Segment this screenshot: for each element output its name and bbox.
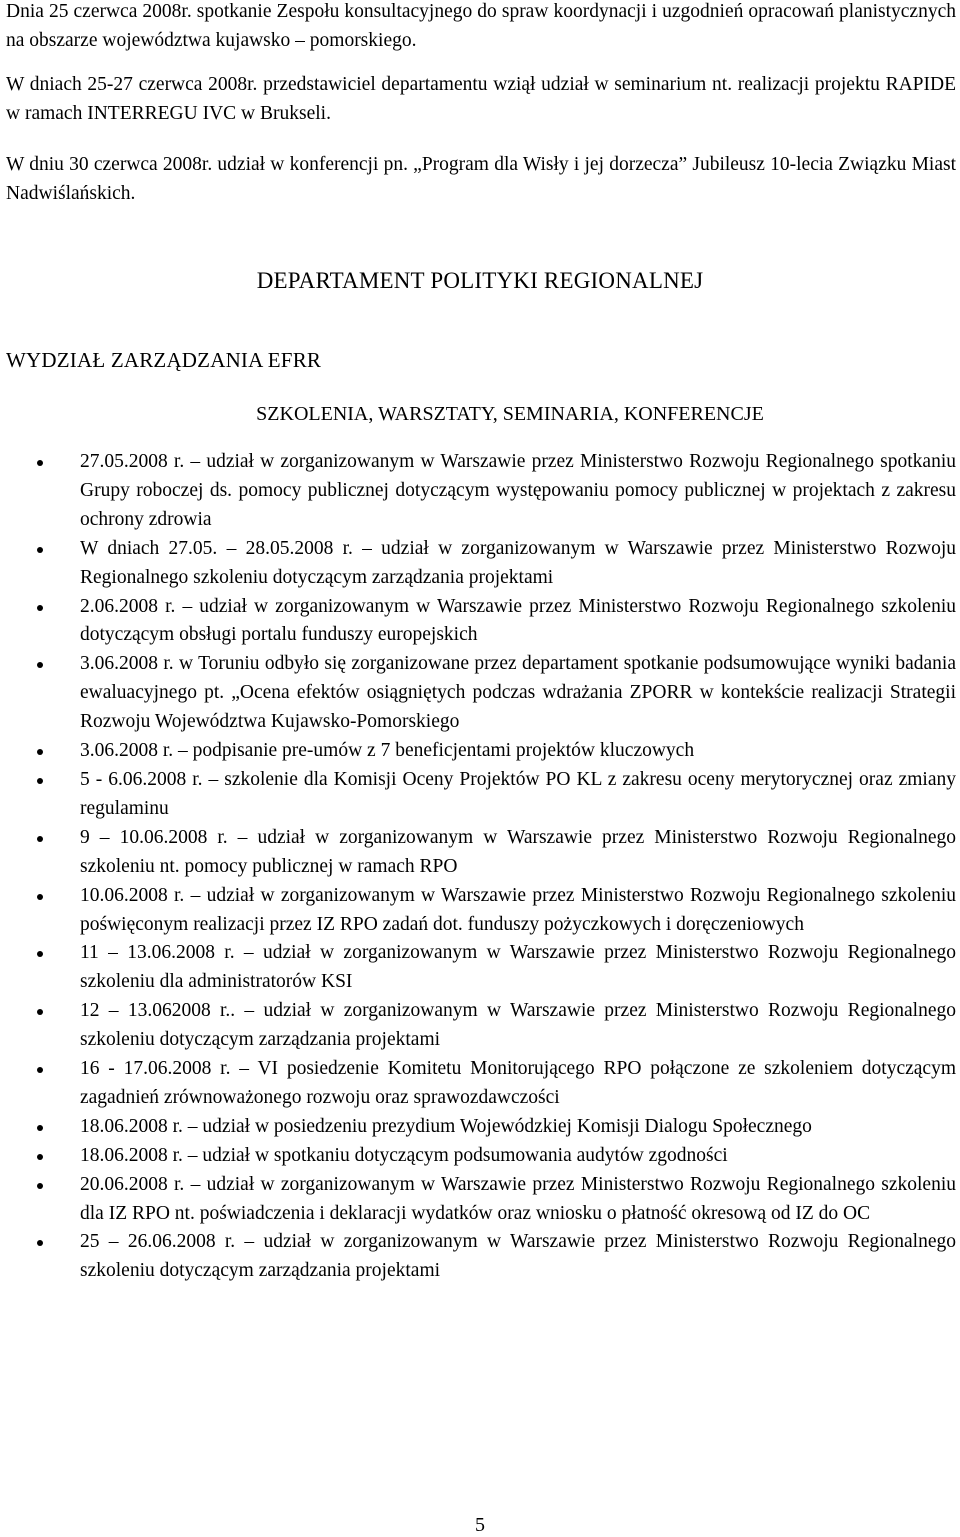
bullet-icon	[37, 605, 43, 611]
bullet-icon	[37, 836, 43, 842]
bullet-icon	[37, 1183, 43, 1189]
intro-paragraph-1: Dnia 25 czerwca 2008r. spotkanie Zespołu konsultacyjnego do spraw koordynacji i uzgodnień opracowań planistycznych na obszarze województwa kujawsko – pomorskiego.	[6, 1, 956, 51]
bullet-icon	[37, 951, 43, 957]
activity-list	[0, 448, 960, 1286]
list-item: 3.06.2008 r. w Toruniu odbyło się zorganizowane przez departament spotkanie podsumowujące wyniki badania ewaluacyjnego pt. „Ocena efektów osiągniętych podczas wdrażania ZPORR w kontekście realizacji Strategii Rozwoju Województwa Kujawsko-Pomorskiego	[0, 650, 960, 737]
bullet-icon	[37, 1009, 43, 1015]
list-item: 9 – 10.06.2008 r. – udział w zorganizowanym w Warszawie przez Ministerstwo Rozwoju Regionalnego szkoleniu nt. pomocy publicznej w ramach RPO	[0, 824, 960, 882]
intro-paragraph-2: W dniach 25-27 czerwca 2008r. przedstawiciel departamentu wziął udział w seminarium nt. realizacji projektu RAPIDE w ramach INTERREGU IVC w Brukseli.	[6, 74, 956, 124]
department-heading: DEPARTAMENT POLITYKI REGIONALNEJ	[256, 268, 704, 293]
bullet-icon	[37, 778, 43, 784]
bullet-icon	[37, 1125, 43, 1131]
bullet-icon	[37, 662, 43, 668]
list-item: 10.06.2008 r. – udział w zorganizowanym w Warszawie przez Ministerstwo Rozwoju Regionalnego szkoleniu poświęconym realizacji przez IZ RPO zadań dot. funduszy pożyczkowych i doręczeniowych	[0, 882, 960, 940]
bullet-icon	[37, 749, 43, 755]
list-item: 12 – 13.062008 r.. – udział w zorganizowanym w Warszawie przez Ministerstwo Rozwoju Regionalnego szkoleniu dotyczącym zarządzania projektami	[0, 997, 960, 1055]
list-item: 18.06.2008 r. – udział w posiedzeniu prezydium Wojewódzkiej Komisji Dialogu Społecznego	[0, 1113, 960, 1142]
intro-paragraph-3: W dniu 30 czerwca 2008r. udział w konferencji pn. „Program dla Wisły i jej dorzecza” Jubileusz 10-lecia Związku Miast Nadwiślańskich.	[6, 154, 956, 204]
list-item: 25 – 26.06.2008 r. – udział w zorganizowanym w Warszawie przez Ministerstwo Rozwoju Regionalnego szkoleniu dotyczącym zarządzania projektami	[0, 1228, 960, 1286]
bullet-icon	[37, 1067, 43, 1073]
bullet-icon	[37, 1240, 43, 1246]
list-item: 18.06.2008 r. – udział w spotkaniu dotyczącym podsumowania audytów zgodności	[0, 1142, 960, 1171]
list-item: 20.06.2008 r. – udział w zorganizowanym w Warszawie przez Ministerstwo Rozwoju Regionalnego szkoleniu dla IZ RPO nt. poświadczenia i deklaracji wydatków oraz wniosku o płatność okresową od IZ do OC	[0, 1171, 960, 1229]
division-heading: WYDZIAŁ ZARZĄDZANIA EFRR	[6, 348, 322, 372]
section-heading: SZKOLENIA, WARSZTATY, SEMINARIA, KONFERENCJE	[256, 403, 764, 425]
bullet-icon	[37, 460, 43, 466]
page-number: 5	[475, 1514, 485, 1536]
list-item: 11 – 13.06.2008 r. – udział w zorganizowanym w Warszawie przez Ministerstwo Rozwoju Regionalnego szkoleniu dla administratorów KSI	[0, 939, 960, 997]
bullet-icon	[37, 547, 43, 553]
list-item: 16 - 17.06.2008 r. – VI posiedzenie Komitetu Monitorującego RPO połączone ze szkoleniem dotyczącym zagadnień zrównoważonego rozwoju oraz sprawozdawczości	[0, 1055, 960, 1113]
bullet-icon	[37, 1154, 43, 1160]
list-item: 3.06.2008 r. – podpisanie pre-umów z 7 beneficjentami projektów kluczowych	[0, 737, 960, 766]
list-item: 27.05.2008 r. – udział w zorganizowanym w Warszawie przez Ministerstwo Rozwoju Regionalnego spotkaniu Grupy roboczej ds. pomocy publicznej dotyczącym występowaniu pomocy publicznej w projektach z zakresu ochrony zdrowia	[0, 448, 960, 535]
list-item: 5 - 6.06.2008 r. – szkolenie dla Komisji Oceny Projektów PO KL z zakresu oceny merytorycznej oraz zmiany regulaminu	[0, 766, 960, 824]
list-item: 2.06.2008 r. – udział w zorganizowanym w Warszawie przez Ministerstwo Rozwoju Regionalnego szkoleniu dotyczącym obsługi portalu funduszy europejskich	[0, 593, 960, 651]
list-item: W dniach 27.05. – 28.05.2008 r. – udział w zorganizowanym w Warszawie przez Ministerstwo Rozwoju Regionalnego szkoleniu dotyczącym zarządzania projektami	[0, 535, 960, 593]
bullet-icon	[37, 894, 43, 900]
